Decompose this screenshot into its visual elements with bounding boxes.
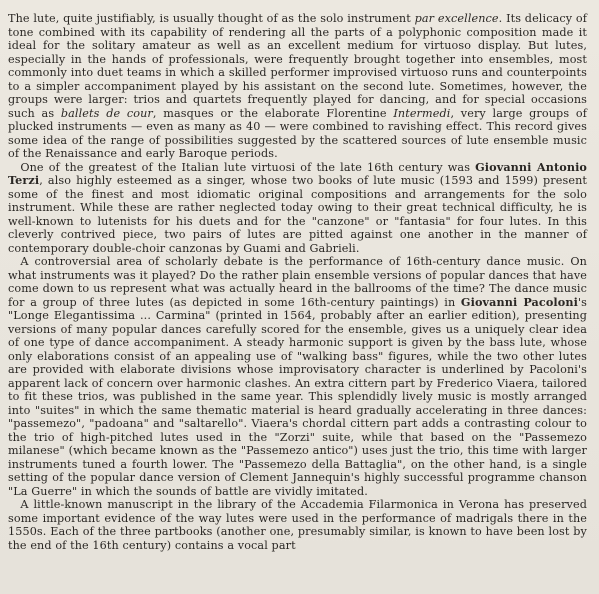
paragraph-1: The lute, quite justifiably, is usually thought of as the solo instrument par excellence. Its delicacy of tone combined with its capability of rendering all the parts of a polyphonic composition made it ideal for the solitary amateur as well as an excellent medium for virtuoso display. But lutes, especially in the hands of professionals, were frequently brought together into ensembles, most commonly into duet teams in which a skilled performer improvised virtuoso runs and counterpoints to a simpler accompaniment played by his assistant on the second lute. Sometimes, however, the groups were larger: trios and quartets frequently played for dancing, and for special occasions such as ballets de cour, masques or the elaborate Florentine Intermedi, very large groups of plucked instruments — even as many as 40 — were combined to ravishing effect. This record gives some idea of the range of possibilities suggested by the scattered sources of lute ensemble music of the Renaissance and early Baroque periods.: [8, 12, 587, 160]
paragraph-4: A little-known manuscript in the library of the Accademia Filarmonica in Verona has preserved some important evidence of the way lutes were used in the performance of madrigals there in the 1550s. Each of the three partbooks (another one, presumably similar, is known to have been lost by the end of the 16th century) contains a vocal part: [8, 498, 587, 552]
paragraph-2: One of the greatest of the Italian lute virtuosi of the late 16th century was Giovanni Antonio Terzi, also highly esteemed as a singer, whose two books of lute music (1593 and 1599) present some of the finest and most idiomatic original compositions and arrangements for the solo instrument. While these are rather neglected today owing to their great technical difficulty, he is well-known to lutenists for his duets and for the "canzone" or "fantasia" for four lutes. In this cleverly contrived piece, two pairs of lutes are pitted against one another in the manner of contemporary double-choir canzonas by Guami and Gabrieli.: [8, 159, 587, 255]
paragraph-3: A controversial area of scholarly debate is the performance of 16th-century dance music. On what instruments was it played? Do the rather plain ensemble versions of popular dances that have come down to us represent what was actually heard in the ballrooms of the time? The dance music for a group of three lutes (as depicted in some 16th-century paintings) in Giovanni Pacoloni's "Longe Elegantissima ... Carmina" (printed in 1564, probably after an earlier edition), presenting versions of many popular dances carefully scored for the ensemble, gives us a uniquely clear idea of one type of dance accompaniment. A steady harmonic support is given by the bass lute, whose only elaborations consist of an appealing use of "walking bass" figures, while the two other lutes are provided with elaborate divisions whose improvisatory character is underlined by Pacoloni's apparent lack of concern over harmonic clashes. An extra cittern part by Frederico Viaera, tailored to fit these trios, was published in the same year. This splendidly lively music is mostly arranged into "suites" in which the same thematic material is heard gradually accelerating in three dances: "passemezo", "padoana" and "saltarello". Viaera's chordal cittern part adds a contrasting colour to the trio of high-pitched lutes used in the "Zorzi" suite, while that based on the "Passemezo milanese" (which became known as the "Passemezo antico") uses just the trio, this time with larger instruments tuned a fourth lower. The "Passemezo della Battaglia", on the other hand, is a single setting of the popular dance version of Clement Jannequin's highly successful programme chanson "La Guerre" in which the sounds of battle are vividly imitated.: [8, 255, 587, 498]
article-text: [8, 12, 587, 552]
